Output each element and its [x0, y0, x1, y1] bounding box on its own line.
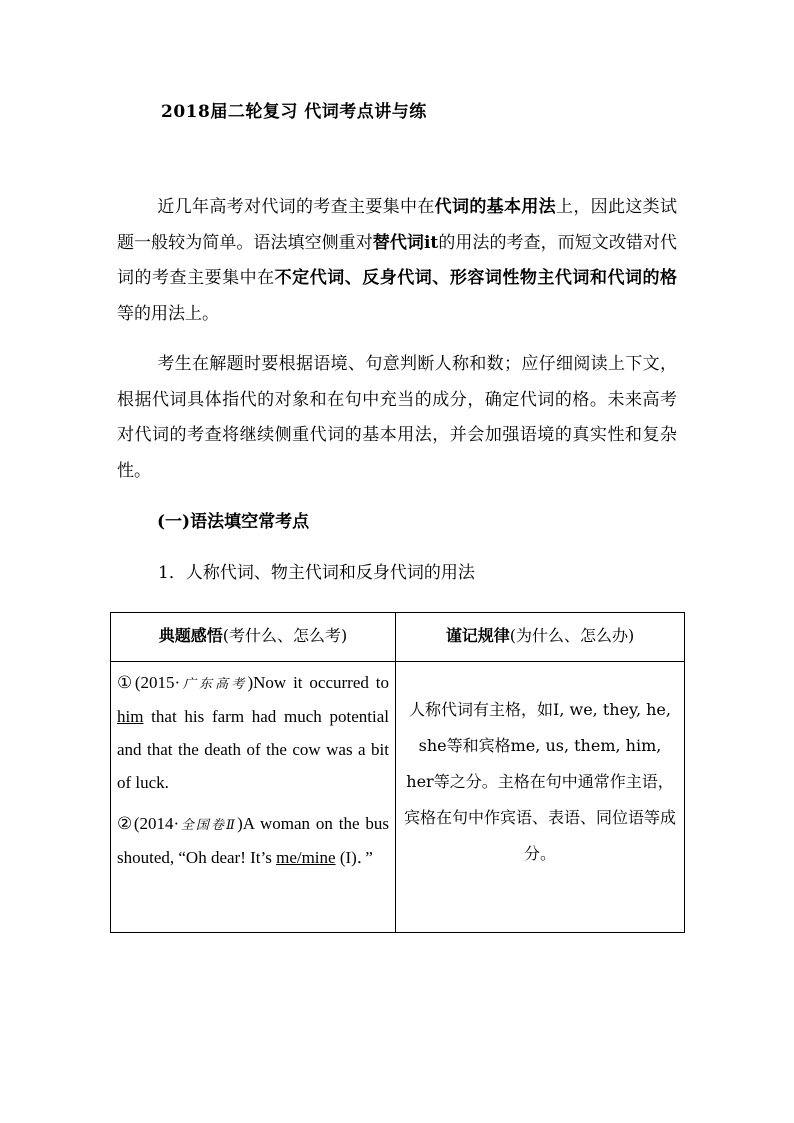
rule-text: 人称代词有主格，如I, we, they, he, she等和宾格me, us, them, him, her等之分。主格在句中通常作主语，宾格在句中作宾语、表语、同位语等成分。 [404, 700, 677, 863]
example-number: ①(2015· [117, 673, 181, 692]
example-source: 广东高考 [180, 676, 248, 691]
intro-bold-text: 代词的基本用法 [434, 197, 557, 217]
intro-paragraph-2 [117, 347, 677, 489]
example-answer: him [117, 707, 144, 726]
header-left-rest: (考什么、怎么考) [222, 626, 348, 645]
examples-cell [111, 662, 396, 933]
intro-text: 等的用法上。 [117, 303, 219, 324]
header-right [396, 613, 685, 662]
example-text: that his farm had much potential and that the death of the cow was a bit of luck. [117, 707, 389, 792]
example-number: ②(2014· [117, 814, 180, 833]
intro-text: 上，因此这类试题一般较为简单。语法填空侧重对 [117, 197, 678, 253]
header-left [111, 613, 396, 662]
intro-text: 考生在解题时要根据语境、句意判断人称和数；应仔细阅读上下文，根据代词具体指代的对象和在句中充当的成分，确定代词的格。未来高考对代词的考查将继续侧重代词的基本用法，并会加强语境的真实性和复杂性。 [117, 354, 677, 481]
example-text: )A woman on the bus shouted, “Oh dear! It’s [117, 814, 390, 867]
example-answer: me/mine [276, 848, 336, 867]
example-source: 全国卷Ⅱ [179, 817, 238, 832]
header-left-bold: 典题感悟 [158, 626, 223, 645]
header-right-bold: 谨记规律 [445, 626, 510, 645]
rule-cell [396, 662, 685, 933]
example-2 [117, 807, 389, 874]
table-header-row [111, 613, 685, 662]
example-1 [117, 666, 389, 799]
section-heading: (一)语法填空常考点 [157, 512, 310, 532]
intro-paragraph-1 [117, 190, 677, 332]
intro-text: 的用法的考查，而短文改错对代词的考查主要集中在 [117, 232, 678, 288]
table-row [111, 662, 685, 933]
intro-bold-text: 不定代词、反身代词、形容词性物主代词和代词的格 [274, 268, 678, 288]
example-text: (I)．” [335, 848, 373, 867]
subsection-heading: 1．人称代词、物主代词和反身代词的用法 [158, 563, 475, 583]
intro-text: 近几年高考对代词的考查主要集中在 [157, 197, 435, 217]
page-title: 2018届二轮复习 代词考点讲与练 [161, 102, 427, 122]
example-text: )Now it occurred to [247, 673, 390, 692]
rules-table [110, 612, 685, 933]
intro-bold-text: 替代词it [372, 232, 439, 253]
header-right-rest: (为什么、怎么办) [509, 626, 635, 645]
